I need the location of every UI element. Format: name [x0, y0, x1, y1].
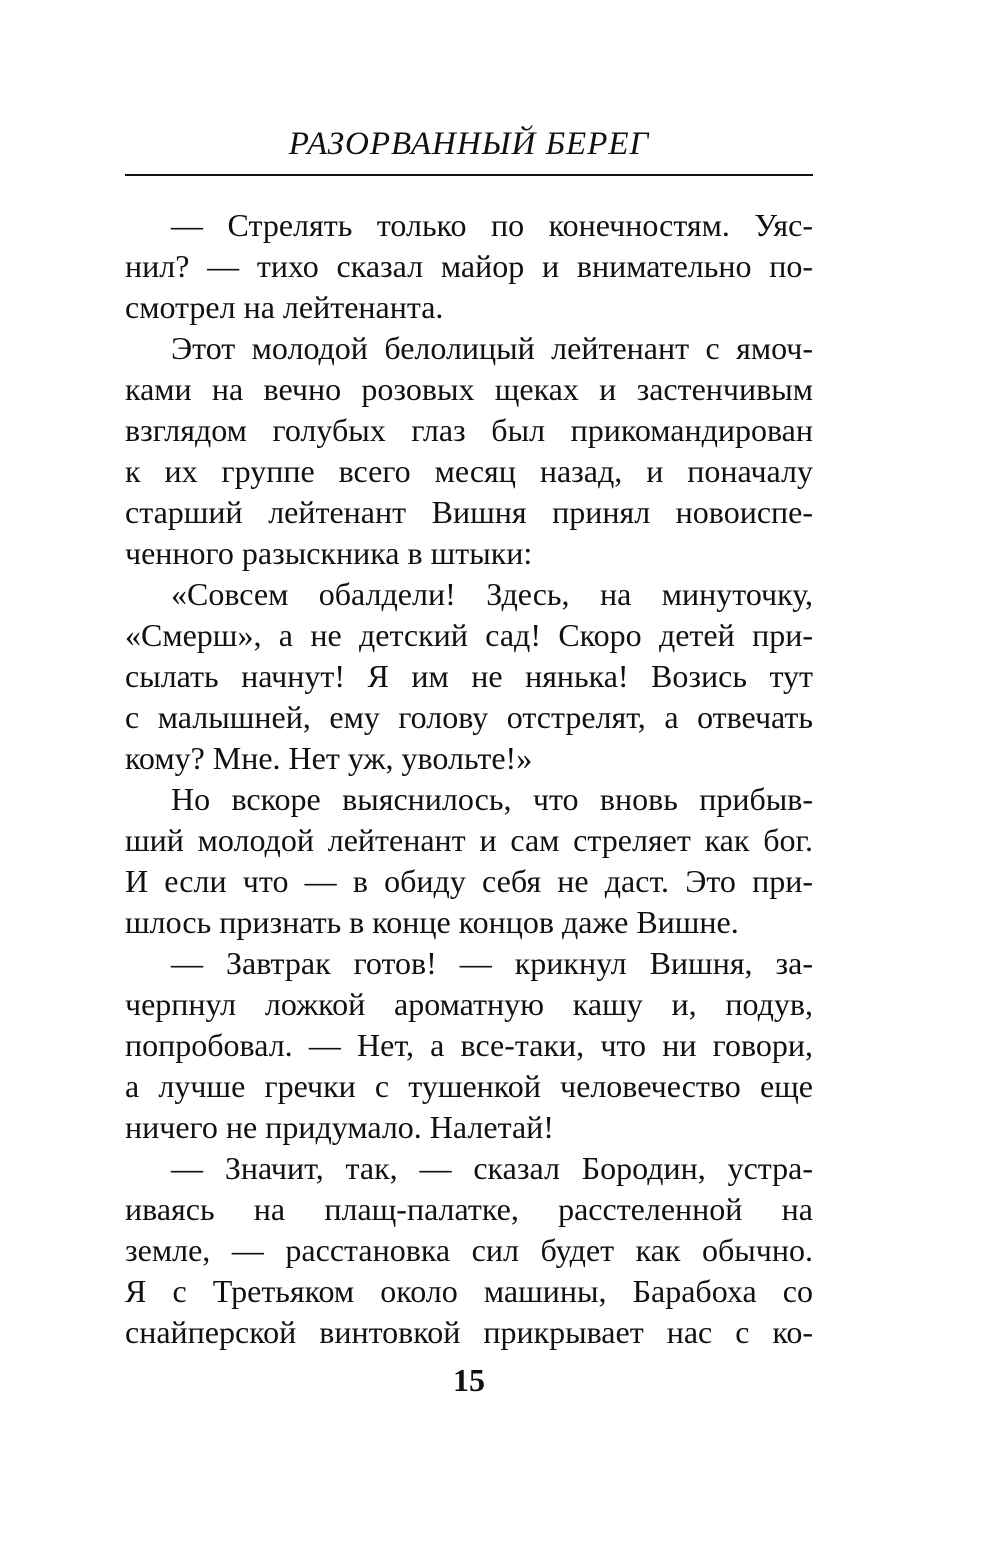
text-line: попробовал. — Нет, а все-таки, что ни говори,: [125, 1027, 813, 1063]
text-line: земле, — расстановка сил будет как обычно.: [125, 1232, 813, 1268]
text-line: иваясь на плащ-палатке, расстеленной на: [125, 1191, 813, 1227]
paragraph-1: [125, 205, 813, 328]
text-line: а лучше гречки с тушенкой человечество еще: [125, 1068, 813, 1104]
text-line: с малышней, ему голову отстрелят, а отвечать: [125, 699, 813, 735]
paragraph-6: [125, 1148, 813, 1353]
text-line: к их группе всего месяц назад, и поначалу: [125, 453, 813, 489]
text-line: ший молодой лейтенант и сам стреляет как бог.: [125, 822, 813, 858]
text-line: — Стрелять только по конечностям. Уяс-: [171, 207, 813, 243]
body-text: [125, 205, 813, 1353]
page-number: 15: [453, 1362, 485, 1398]
text-line: — Завтрак готов! — крикнул Вишня, за-: [171, 945, 813, 981]
text-line: Я с Третьяком около машины, Барабоха со: [125, 1273, 813, 1309]
text-line: ченного разыскника в штыки:: [125, 535, 533, 571]
text-line: Но вскоре выяснилось, что вновь прибыв-: [171, 781, 813, 817]
text-line: ничего не придумало. Налетай!: [125, 1109, 554, 1145]
text-line: взглядом голубых глаз был прикомандирован: [125, 412, 813, 448]
text-line: Этот молодой белолицый лейтенант с ямоч-: [171, 330, 813, 366]
paragraph-5: [125, 943, 813, 1148]
text-line: черпнул ложкой ароматную кашу и, подув,: [125, 986, 813, 1022]
text-line: смотрел на лейтенанта.: [125, 289, 444, 325]
text-line: кому? Мне. Нет уж, увольте!»: [125, 740, 533, 776]
paragraph-2: [125, 328, 813, 574]
text-line: И если что — в обиду себя не даст. Это при-: [125, 863, 813, 899]
paragraph-4: [125, 779, 813, 943]
header-rule: [125, 174, 813, 176]
text-line: снайперской винтовкой прикрывает нас с ко-: [125, 1314, 813, 1350]
paragraph-3: [125, 574, 813, 779]
text-line: — Значит, так, — сказал Бородин, устра-: [171, 1150, 813, 1186]
running-title: РАЗОРВАННЫЙ БЕРЕГ: [288, 126, 650, 162]
text-line: сылать начнут! Я им не нянька! Возись тут: [125, 658, 813, 694]
text-line: шлось признать в конце концов даже Вишне.: [125, 904, 739, 940]
text-line: старший лейтенант Вишня принял новоиспе-: [125, 494, 813, 530]
text-line: «Совсем обалдели! Здесь, на минуточку,: [171, 576, 813, 612]
text-line: ками на вечно розовых щеках и застенчивым: [125, 371, 813, 407]
text-line: «Смерш», а не детский сад! Скоро детей при-: [125, 617, 813, 653]
text-line: нил? — тихо сказал майор и внимательно по-: [125, 248, 813, 284]
